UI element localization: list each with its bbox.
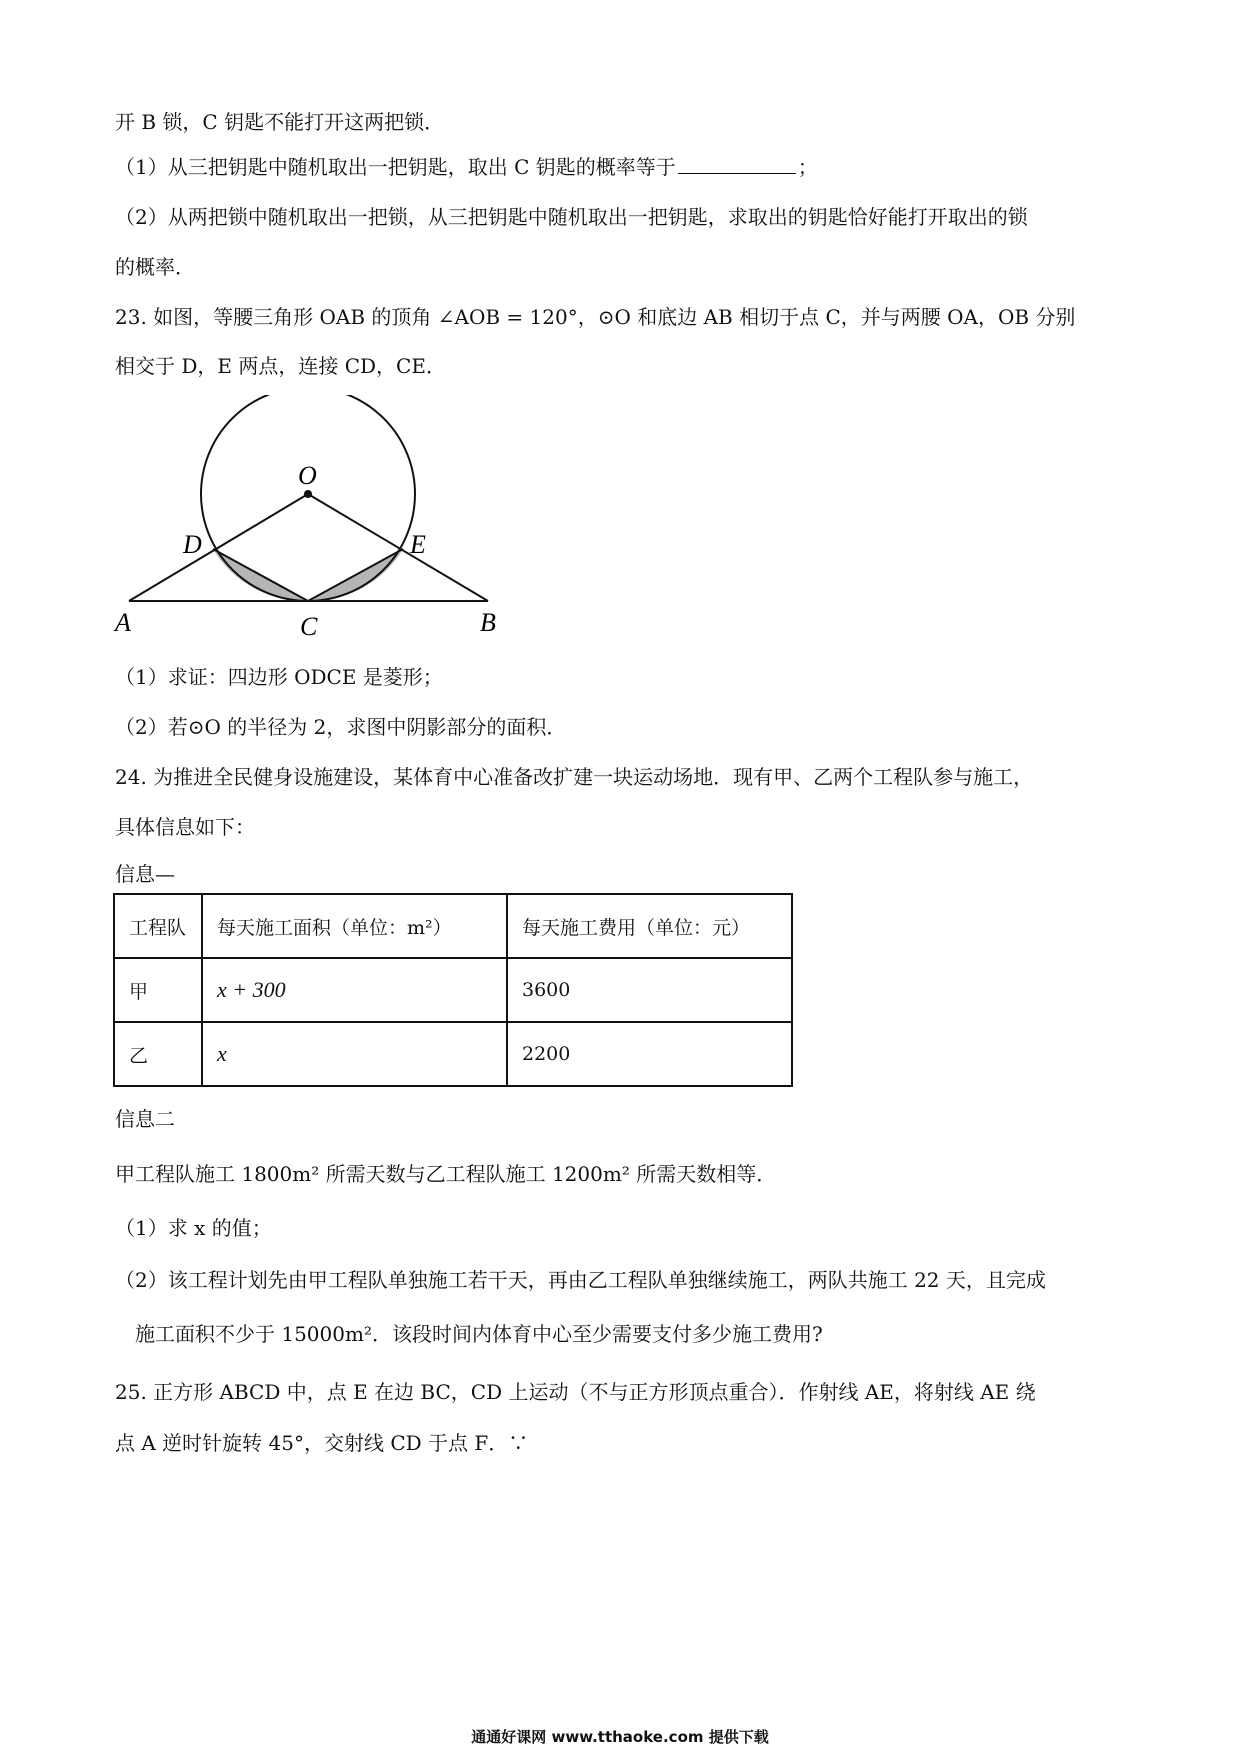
q24-part1: （1）求 x 的值； bbox=[115, 1216, 272, 1240]
table-header-cell: 每天施工费用（单位：元） bbox=[507, 894, 792, 958]
center-point-o bbox=[304, 490, 312, 498]
prev-question-line: 开 B 锁，C 钥匙不能打开这两把锁． bbox=[115, 110, 445, 134]
prev-question-part1-end: ； bbox=[797, 155, 818, 179]
segment-ce bbox=[308, 549, 403, 601]
q25-stem-line2: 点 A 逆时针旋转 45°，交射线 CD 于点 F．∵ bbox=[115, 1431, 529, 1455]
q23-part1: （1）求证：四边形 ODCE 是菱形； bbox=[115, 665, 443, 689]
label-b: B bbox=[480, 608, 496, 637]
table-cell: x bbox=[202, 1022, 507, 1086]
segment-cd bbox=[213, 549, 308, 601]
prev-question-part1-text: （1）从三把钥匙中随机取出一把钥匙，取出 C 钥匙的概率等于 bbox=[115, 155, 676, 179]
q24-stem-line2: 具体信息如下： bbox=[115, 815, 255, 839]
q24-stem-line1: 24. 为推进全民健身设施建设，某体育中心准备改扩建一块运动场地．现有甲、乙两个工程队参与施工， bbox=[115, 765, 1034, 789]
table-cell: 乙 bbox=[114, 1022, 202, 1086]
table-cell: 2200 bbox=[507, 1022, 792, 1086]
q24-part2-line2: 施工面积不少于 15000m²．该段时间内体育中心至少需要支付多少施工费用? bbox=[135, 1322, 823, 1346]
table-row bbox=[114, 1022, 792, 1086]
table-cell: x + 300 bbox=[202, 958, 507, 1022]
table-cell: 3600 bbox=[507, 958, 792, 1022]
label-o: O bbox=[298, 461, 317, 490]
info2-label: 信息二 bbox=[115, 1107, 175, 1131]
prev-question-part2-line2: 的概率． bbox=[115, 255, 195, 279]
label-e: E bbox=[410, 530, 426, 559]
prev-question-part1 bbox=[115, 153, 818, 181]
segment-ob bbox=[308, 494, 488, 601]
q23-stem-line2: 相交于 D，E 两点，连接 CD，CE． bbox=[115, 354, 446, 378]
info-table bbox=[113, 893, 793, 1087]
label-d: D bbox=[183, 530, 202, 559]
table-cell: 甲 bbox=[114, 958, 202, 1022]
table-header-cell: 工程队 bbox=[114, 894, 202, 958]
q25-stem-line1: 25. 正方形 ABCD 中，点 E 在边 BC，CD 上运动（不与正方形顶点重合）．作射线 AE，将射线 AE 绕 bbox=[115, 1380, 1036, 1404]
table-row bbox=[114, 958, 792, 1022]
segment-oa bbox=[129, 494, 308, 601]
q24-part2-line1: （2）该工程计划先由甲工程队单独施工若干天，再由乙工程队单独继续施工，两队共施工 22 天，且完成 bbox=[115, 1268, 1046, 1292]
table-header-cell: 每天施工面积（单位：m²） bbox=[202, 894, 507, 958]
info1-label: 信息— bbox=[115, 862, 175, 886]
q23-geometry-figure bbox=[110, 395, 530, 645]
prev-question-part2-line1: （2）从两把锁中随机取出一把锁，从三把钥匙中随机取出一把钥匙，求取出的钥匙恰好能打开取出的锁 bbox=[115, 205, 1028, 229]
label-c: C bbox=[300, 612, 318, 641]
q23-part2: （2）若⊙O 的半径为 2，求图中阴影部分的面积． bbox=[115, 715, 567, 739]
info2-text: 甲工程队施工 1800m² 所需天数与乙工程队施工 1200m² 所需天数相等． bbox=[115, 1162, 777, 1186]
label-a: A bbox=[115, 608, 131, 637]
table-header-row bbox=[114, 894, 792, 958]
answer-blank[interactable] bbox=[678, 153, 796, 174]
footer-watermark: 通通好课网 www.tthaoke.com 提供下载 bbox=[471, 1728, 769, 1746]
q23-stem-line1: 23. 如图，等腰三角形 OAB 的顶角 ∠AOB = 120°，⊙O 和底边 AB 相切于点 C，并与两腰 OA，OB 分别 bbox=[115, 305, 1076, 329]
